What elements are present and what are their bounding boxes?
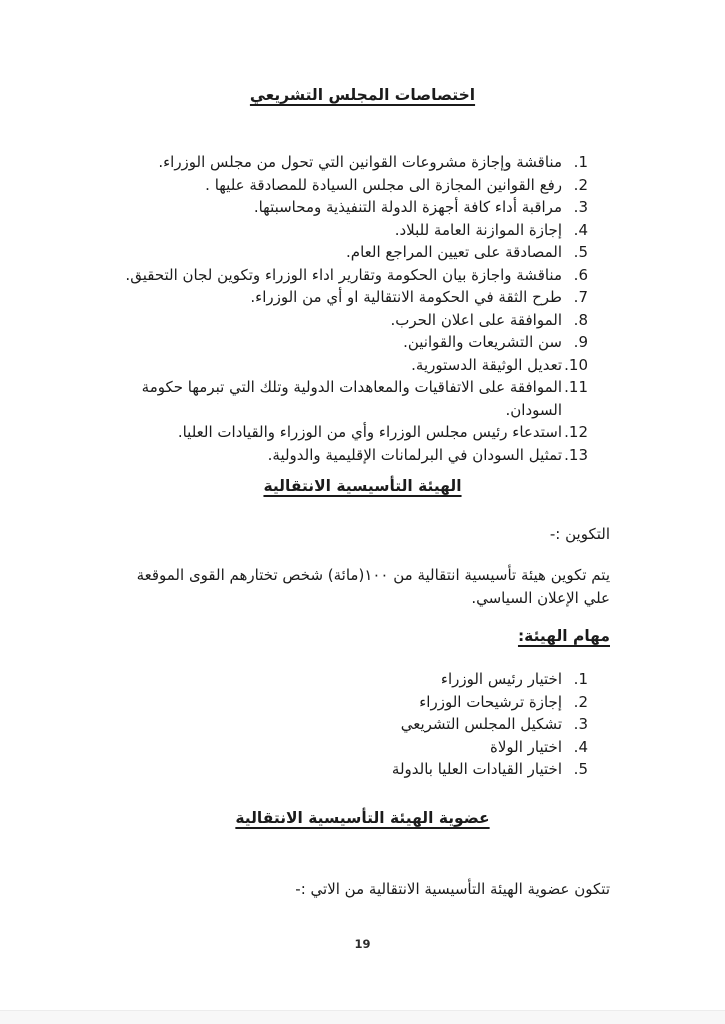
formation-paragraph: يتم تكوين هيئة تأسيسية انتقالية من ١٠٠(مائة) شخص تختارهم القوى الموقعة علي الإعلان السياسي. (136, 566, 610, 607)
list-item (115, 758, 588, 781)
formation-label: التكوين :- (549, 525, 610, 543)
body-tasks-list (115, 668, 610, 781)
list-item (115, 668, 588, 691)
list-item-number: 9. (573, 333, 588, 351)
list-item-text: رفع القوانين المجازة الى مجلس السيادة للمصادقة عليها . (205, 175, 562, 194)
list-item-number: 7. (573, 288, 588, 306)
list-item-number: 4. (573, 220, 588, 239)
list-item (115, 264, 588, 287)
membership-intro-line: تتكون عضوية الهيئة التأسيسية الانتقالية من الاتي :- (295, 880, 610, 898)
list-item-text: اختيار الولاة (490, 737, 562, 756)
list-item (115, 444, 588, 467)
legislative-competencies-list (115, 151, 610, 466)
list-item-text: إجازة الموازنة العامة للبلاد. (394, 220, 562, 239)
list-item-number: 1. (573, 153, 588, 171)
list-item-number: 8. (573, 310, 588, 329)
list-item-text: اختيار القيادات العليا بالدولة (391, 760, 562, 778)
heading-legislative-council-competencies: اختصاصات المجلس التشريعي (249, 86, 476, 104)
list-item-number: 10. (564, 355, 588, 374)
list-item (115, 309, 588, 332)
list-item (115, 331, 588, 354)
list-item-number: 3. (573, 715, 588, 733)
list-item-text: اختيار رئيس الوزراء (440, 670, 562, 688)
list-item (115, 219, 588, 242)
heading-founding-body-membership: عضوية الهيئة التأسيسية الانتقالية (235, 809, 490, 827)
list-item-text: الموافقة على الاتفاقيات والمعاهدات الدولية وتلك التي تبرمها حكومة السودان. (141, 378, 562, 419)
list-item-number: 1. (573, 670, 588, 688)
heading-body-tasks: مهام الهيئة: (517, 627, 610, 645)
list-item (115, 241, 588, 264)
list-item-text: تشكيل المجلس التشريعي (400, 715, 562, 733)
list-item-text: الموافقة على اعلان الحرب. (390, 310, 562, 329)
list-item (115, 691, 588, 714)
list-item-text: استدعاء رئيس مجلس الوزراء وأي من الوزراء والقيادات العليا. (177, 423, 562, 441)
list-item-text: إجازة ترشيحات الوزراء (419, 692, 562, 711)
scan-edge-strip (0, 1010, 725, 1024)
list-item-text: تعديل الوثيقة الدستورية. (411, 355, 562, 374)
list-item-number: 5. (573, 243, 588, 261)
list-item (115, 174, 588, 197)
list-item-number: 11. (564, 378, 588, 396)
list-item (115, 286, 588, 309)
list-item-number: 2. (573, 175, 588, 194)
list-item-number: 12. (564, 423, 588, 441)
list-item (115, 196, 588, 219)
list-item (115, 354, 588, 377)
list-item-text: مناقشة واجازة بيان الحكومة وتقارير اداء الوزراء وتكوين لجان التحقيق. (125, 265, 562, 284)
list-item-text: سن التشريعات والقوانين. (403, 333, 562, 351)
page-number: 19 (354, 937, 371, 951)
list-item (115, 151, 588, 174)
list-item (115, 736, 588, 759)
list-item-number: 2. (573, 692, 588, 711)
list-item-text: مراقبة أداء كافة أجهزة الدولة التنفيذية ومحاسبتها. (253, 198, 562, 216)
list-item-number: 13. (564, 445, 588, 464)
list-item-text: المصادقة على تعيين المراجع العام. (346, 243, 562, 261)
list-item (115, 376, 588, 421)
list-item-number: 4. (573, 737, 588, 756)
list-item-number: 6. (573, 265, 588, 284)
list-item-text: طرح الثقة في الحكومة الانتقالية او أي من الوزراء. (250, 288, 562, 306)
list-item (115, 421, 588, 444)
heading-transitional-founding-body: الهيئة التأسيسية الانتقالية (263, 477, 462, 495)
list-item-text: مناقشة وإجازة مشروعات القوانين التي تحول من مجلس الوزراء. (158, 153, 562, 171)
list-item-number: 5. (573, 760, 588, 778)
list-item-number: 3. (573, 198, 588, 216)
list-item-text: تمثيل السودان في البرلمانات الإقليمية والدولية. (267, 445, 562, 464)
list-item (115, 713, 588, 736)
